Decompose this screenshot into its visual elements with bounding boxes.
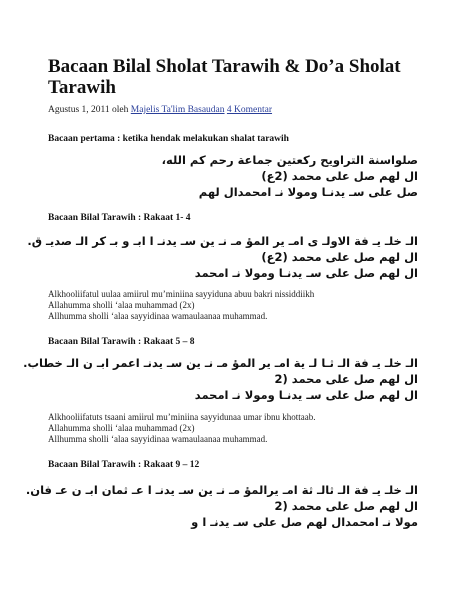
latin-line: Allahumma sholli ‘alaa muhammad (2x)	[48, 423, 195, 433]
latin-line: Allhumma sholli ‘alaa sayyidinaa wamaulaanaa muhammad.	[48, 311, 268, 321]
section-heading: Bacaan pertama : ketika hendak melakukan shalat tarawih	[48, 134, 289, 144]
arabic-block	[162, 152, 418, 200]
arabic-line: الـ خلـ يـ فة الـ ثالـ ثة امـ يرالمؤ مـ نـ ين سـ يدنـ ا عـ ثمان ابـ ن عـ فان.	[25, 483, 418, 497]
author-link[interactable]: Majelis Ta'lim Basaudan	[130, 105, 225, 115]
arabic-line: الـ خلـ يـ فة الاولـ ى امـ ير المؤ مـ نـ ين سـ يدنـ ا ابـ و بـ كر الـ صديـ ق.	[27, 234, 418, 248]
latin-block	[48, 289, 314, 322]
arabic-line: الـ خلـ يـ فة الـ ثـا لـ ية امـ ير المؤ مـ نـ ين سـ يدنـ اعمر ابـ ن الـ خطاب.	[23, 356, 418, 370]
section-heading: Bacaan Bilal Tarawih : Rakaat 1- 4	[48, 213, 191, 223]
post-date: Agustus 1, 2011	[48, 105, 110, 115]
latin-block	[48, 412, 315, 445]
arabic-line: ال لهم صل على محمد (2	[274, 499, 418, 513]
latin-line: Allhumma sholli ‘alaa sayyidinaa wamaulaanaa muhammad.	[48, 434, 268, 444]
arabic-block	[27, 233, 418, 281]
arabic-line: ال لهم صل على محمد (2ع)	[261, 169, 418, 183]
comments-link[interactable]: 4 Komentar	[226, 105, 273, 115]
post-meta	[48, 105, 272, 115]
arabic-line: صل على سـ يدنـا ومولا نـ امحمدال لهم	[198, 185, 418, 199]
arabic-line: ال لهم صل على سـ يدنـا ومولا نـ امحمد	[194, 266, 418, 280]
section-heading: Bacaan Bilal Tarawih : Rakaat 5 – 8	[48, 337, 195, 347]
arabic-line: ال لهم صل على سـ يدنـا ومولا نـ امحمد	[194, 388, 418, 402]
arabic-line: ال لهم صل على محمد (2ع)	[261, 250, 418, 264]
arabic-line: ال لهم صل على محمد (2	[274, 372, 418, 386]
latin-line: Allahumma sholli ‘alaa muhammad (2x)	[48, 300, 195, 310]
arabic-line: صلواسنة التراويح ركعتين جماعة رحم كم الله،	[161, 153, 418, 167]
arabic-block	[23, 355, 418, 403]
arabic-block	[26, 482, 418, 530]
latin-line: Alkhooliifatuts tsaani amiirul mu’miniina sayyidunaa umar ibnu khottaab.	[48, 412, 316, 422]
section-heading: Bacaan Bilal Tarawih : Rakaat 9 – 12	[48, 460, 200, 470]
latin-line: Alkhooliifatul uulaa amiirul mu’miniina sayyiduna abuu bakri nissiddiikh	[48, 289, 315, 299]
post-title: Bacaan Bilal Sholat Tarawih & Do’a Sholat Tarawih	[48, 56, 401, 98]
post-by: oleh	[112, 105, 129, 115]
arabic-line: مولا نـ امحمدال لهم صل على سـ يدنـ ا و	[191, 515, 418, 529]
